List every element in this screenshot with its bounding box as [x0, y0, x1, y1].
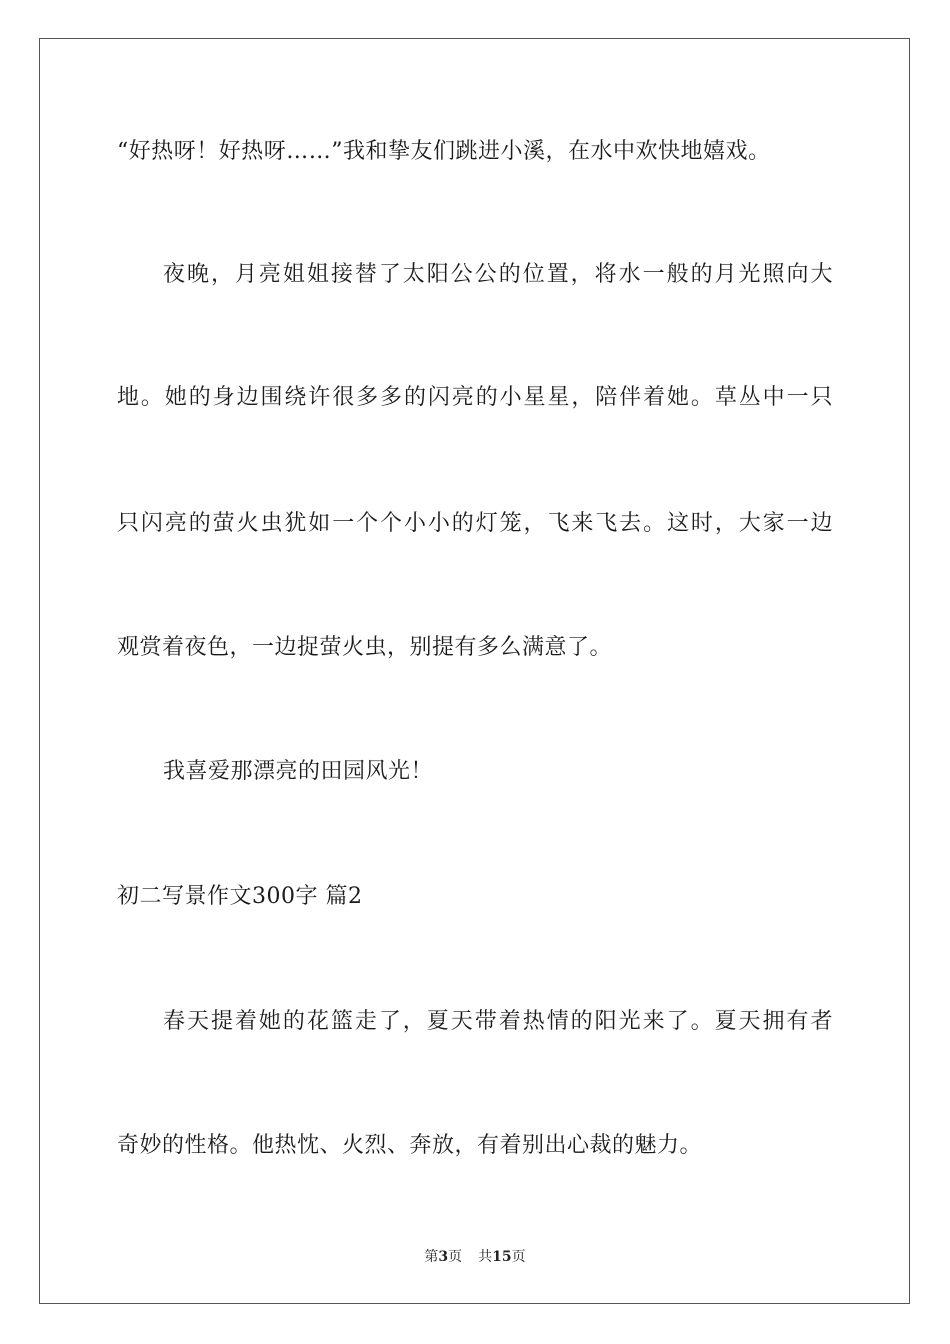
paragraph-line-6: 我喜爱那漂亮的田园风光！ [163, 759, 434, 784]
paragraph-line-4: 只闪亮的萤火虫犹如一个个小小的灯笼，飞来飞去。这时，大家一边 [117, 511, 833, 536]
footer-page-prefix: 第 [424, 1249, 439, 1265]
footer-page-current: 3 [438, 1249, 449, 1265]
footer-page-total: 15 [492, 1249, 512, 1265]
footer-total-prefix: 共 [478, 1249, 493, 1265]
page-footer [0, 1247, 950, 1267]
paragraph-line-2: 夜晚，月亮姐姐接替了太阳公公的位置，将水一般的月光照向大 [163, 262, 833, 287]
page-border [39, 38, 910, 1304]
section-heading: 初二写景作文300字 篇2 [117, 884, 363, 909]
footer-total-suffix: 页 [511, 1249, 526, 1265]
paragraph-line-8: 奇妙的性格。他热忱、火烈、奔放，有着别出心裁的魅力。 [117, 1133, 703, 1158]
paragraph-line-5: 观赏着夜色，一边捉萤火虫，别提有多么满意了。 [117, 635, 613, 660]
paragraph-line-3: 地。她的身边围绕许很多多的闪亮的小星星，陪伴着她。草丛中一只 [117, 385, 833, 410]
paragraph-line-7: 春天提着她的花篮走了，夏天带着热情的阳光来了。夏天拥有者 [163, 1009, 833, 1034]
footer-page-suffix: 页 [448, 1249, 463, 1265]
paragraph-line-1: “好热呀！好热呀……”我和挚友们跳进小溪，在水中欢快地嬉戏。 [117, 139, 771, 164]
